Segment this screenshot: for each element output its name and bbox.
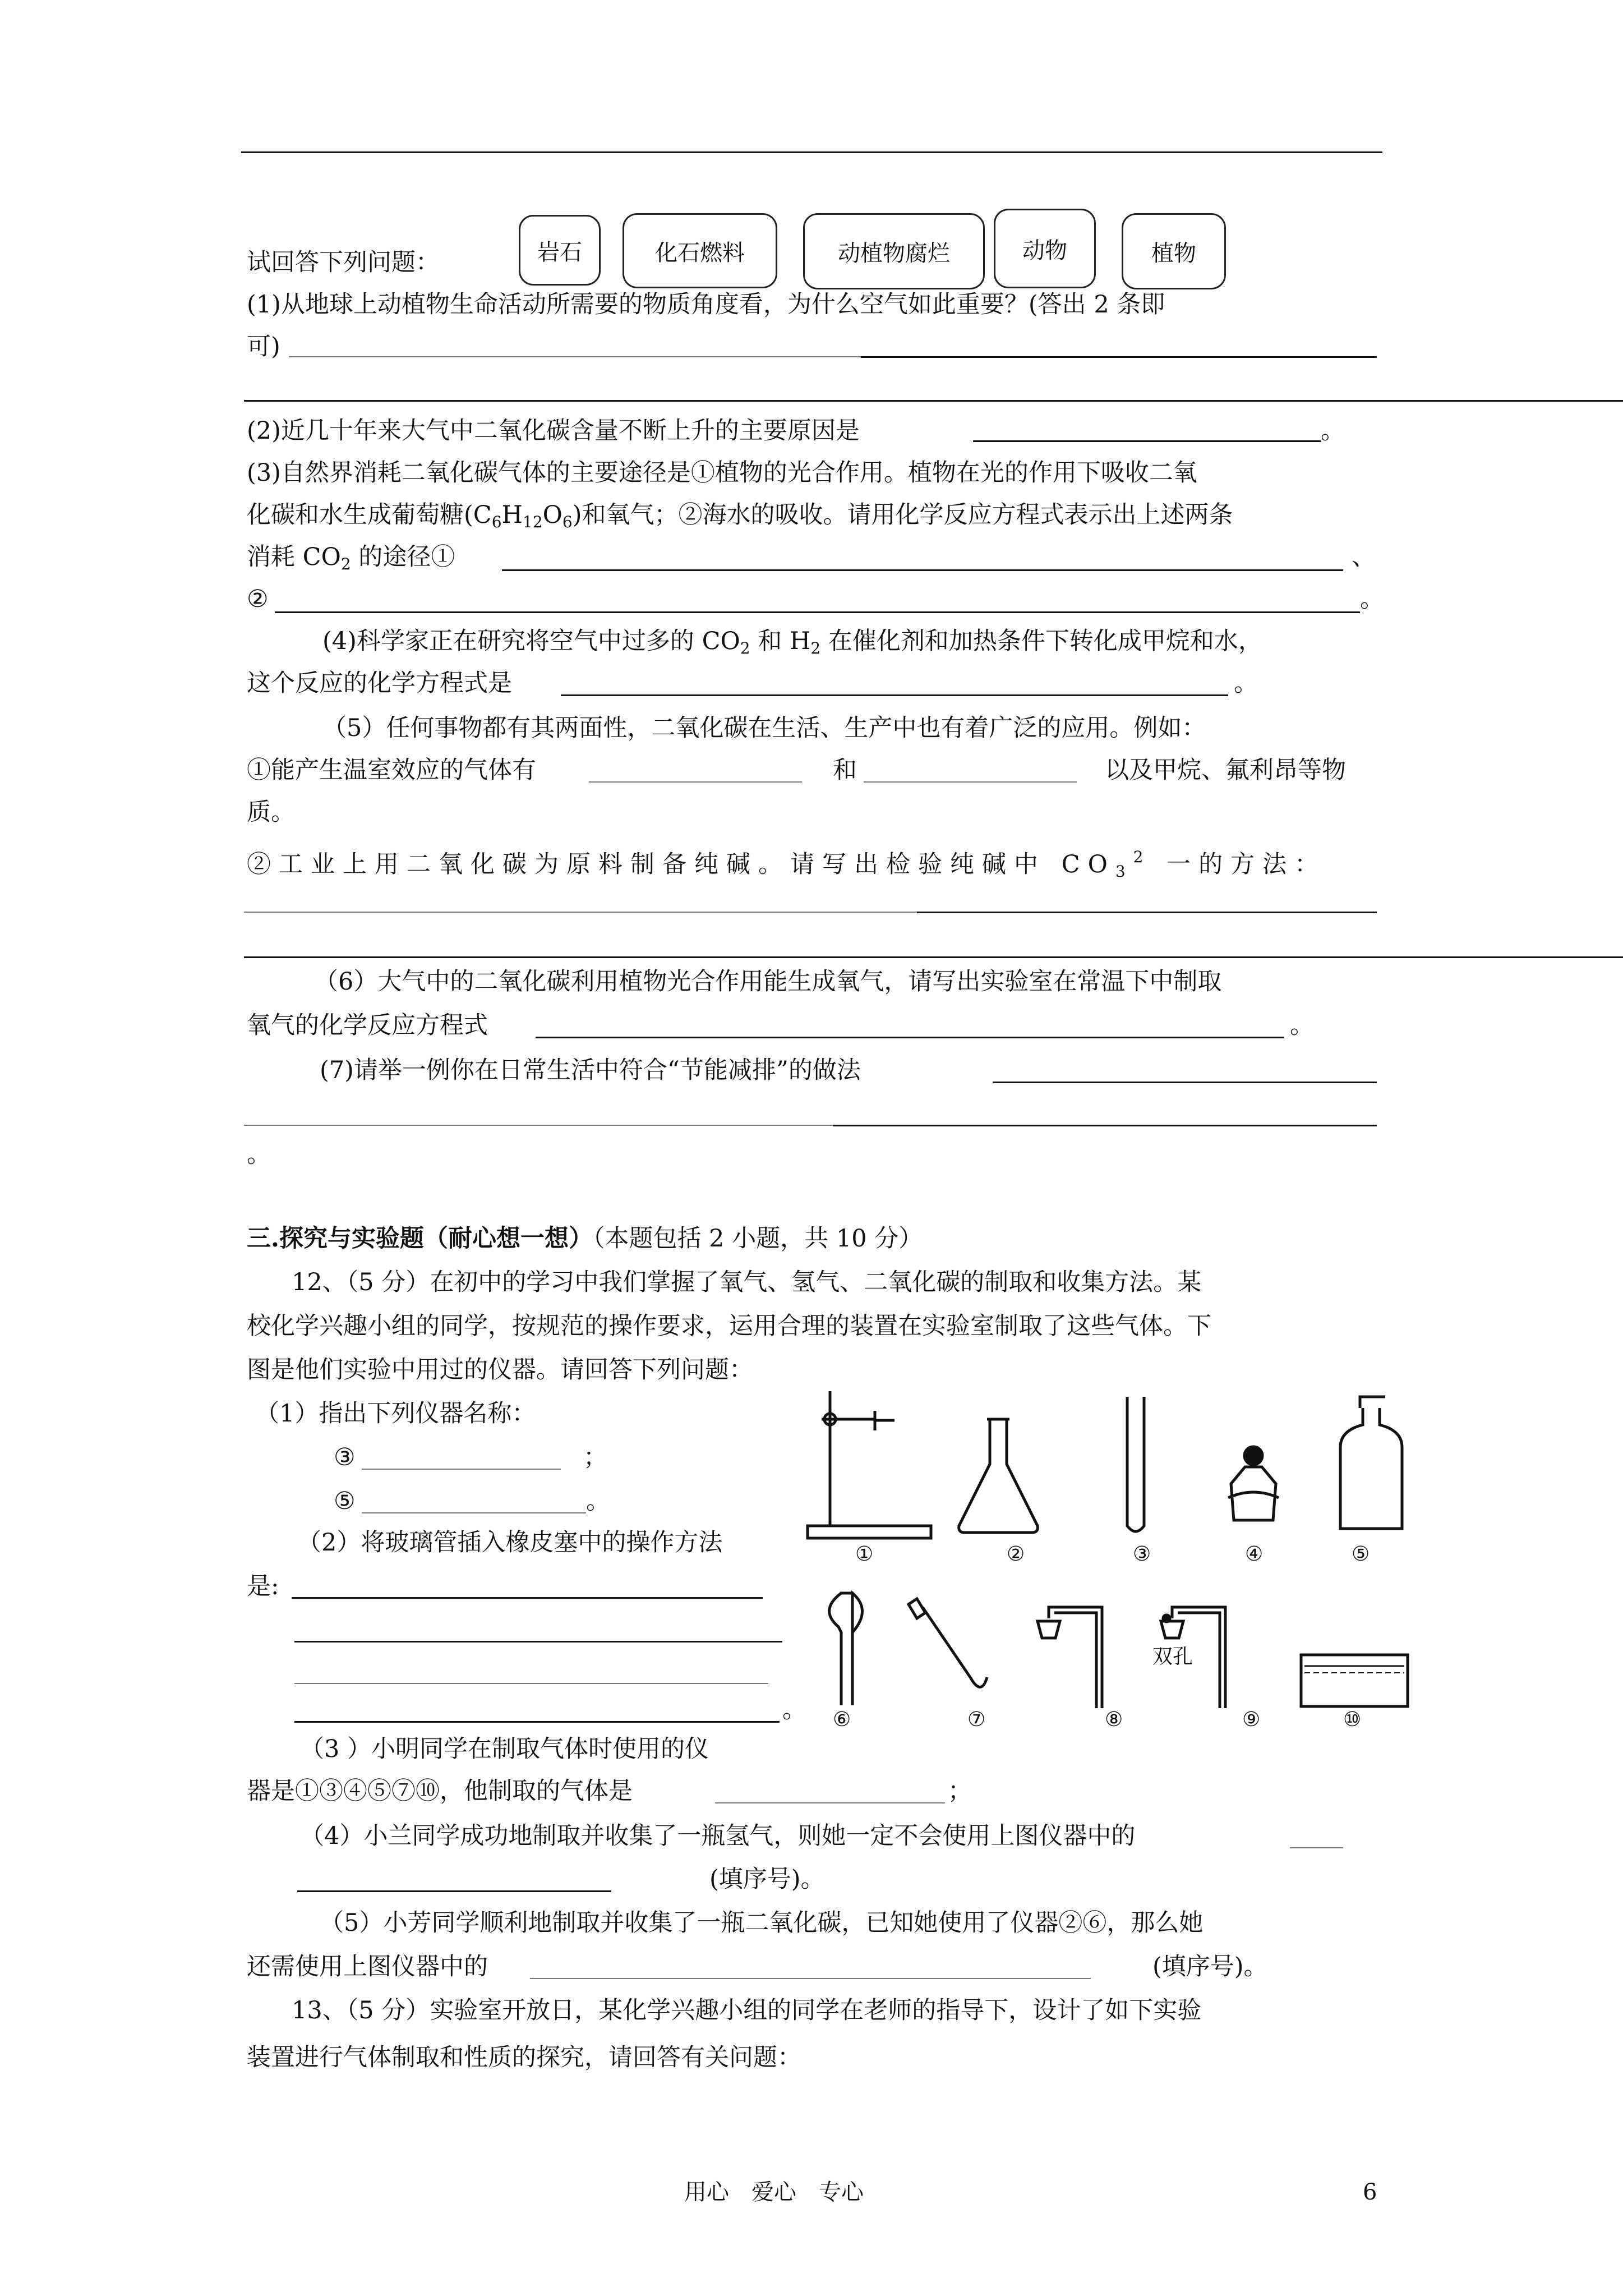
q12-p2-line1: （2）将玻璃管插入橡皮塞中的操作方法 — [297, 1529, 723, 1557]
apparatus-figure — [796, 1386, 1419, 1750]
bent-tube-drawing — [909, 1599, 987, 1687]
section3-title: 三.探究与实验题（耐心想一想） — [247, 1225, 593, 1253]
q12-line1: 12、（5 分）在初中的学习中我们掌握了氧气、氢气、二氧化碳的制取和收集方法。某 — [292, 1268, 1202, 1296]
q4-sub2a: 2 — [740, 639, 750, 657]
q4-line2: 这个反应的化学方程式是 — [247, 669, 512, 697]
q5-line4 — [247, 841, 1326, 887]
q1-blank-c[interactable] — [244, 400, 1623, 402]
gas-bottle-drawing — [1340, 1397, 1402, 1529]
fig-label-1: ① — [855, 1543, 874, 1566]
q6-end: 。 — [1290, 1011, 1314, 1039]
q12-p1b-end: 。 — [586, 1487, 610, 1515]
fig-label-9: ⑨ — [1242, 1708, 1261, 1731]
q3-line2-a: 化碳和水生成葡萄糖(C — [247, 501, 492, 529]
q4-sub2b: 2 — [810, 639, 821, 657]
q7-blank-a[interactable] — [993, 1082, 1377, 1083]
q12-p2-blank-2[interactable] — [294, 1641, 782, 1642]
q3-o: O — [542, 501, 562, 529]
double-hole-label: 双孔 — [1152, 1645, 1193, 1668]
q13-line2: 装置进行气体制取和性质的探究，请回答有关问题： — [247, 2044, 801, 2072]
q4-end: 。 — [1234, 669, 1258, 697]
footer-motto: 用心 爱心 专心 — [684, 2179, 864, 2205]
q12-p4-line1: （4）小兰同学成功地制取并收集了一瓶氢气，则她一定不会使用上图仪器中的 — [300, 1822, 1136, 1850]
q7-blank-b2[interactable] — [833, 1125, 1377, 1126]
fig-label-4: ④ — [1245, 1543, 1264, 1566]
funnel-drawing — [829, 1593, 863, 1705]
q5-line4-b: 一的方法： — [1151, 850, 1327, 878]
q13-line1: 13、（5 分）实验室开放日，某化学兴趣小组的同学在老师的指导下，设计了如下实验 — [292, 1996, 1202, 2024]
q5-line2-b: 和 — [833, 756, 857, 784]
q1-line1: (1)从地球上动植物生命活动所需要的物质角度看，为什么空气如此重要？(答出 2 条即 — [247, 291, 1165, 319]
q3-sep: 、 — [1352, 543, 1376, 571]
q12-p1: （1）指出下列仪器名称： — [255, 1400, 536, 1428]
q12-p1b-blank[interactable] — [362, 1512, 586, 1513]
q5-blank-3a[interactable] — [244, 912, 917, 913]
q12-p2-blank-4[interactable] — [294, 1721, 780, 1723]
q7-end: 。 — [247, 1140, 271, 1168]
q12-p3-line1: （3 ）小明同学在制取气体时使用的仪 — [300, 1735, 709, 1763]
fig-label-2: ② — [1007, 1543, 1025, 1566]
q3-sub6a: 6 — [491, 513, 502, 531]
q12-p2-end: 。 — [782, 1696, 806, 1724]
q12-p1a-blank[interactable] — [362, 1469, 561, 1470]
box-fossil-fuel: 化石燃料 — [623, 213, 777, 288]
iron-stand-drawing — [808, 1391, 931, 1538]
q4-line1 — [322, 625, 1262, 664]
q12-p1a-end: ； — [583, 1443, 607, 1471]
fig-label-3: ③ — [1133, 1543, 1151, 1566]
q1-line2: 可) — [247, 333, 280, 361]
q5-sub3: 3 — [1115, 862, 1133, 881]
q5-blank-3c[interactable] — [244, 956, 1623, 958]
q3-line3-a: 消耗 CO — [247, 543, 341, 571]
q3-line3 — [247, 541, 455, 580]
q4-blank[interactable] — [561, 694, 1228, 696]
q5-blank-2[interactable] — [864, 781, 1077, 783]
q2-blank[interactable] — [973, 440, 1321, 442]
fig-label-8: ⑧ — [1105, 1708, 1123, 1731]
section3-heading — [247, 1223, 923, 1254]
q3-end: 。 — [1360, 585, 1384, 613]
q3-line4: ② — [247, 585, 269, 613]
q4-line1-c: 在催化剂和加热条件下转化成甲烷和水， — [820, 627, 1262, 655]
q5-blank-3b[interactable] — [917, 912, 1377, 913]
q12-p3-line2: 器是①③④⑤⑦⑩，他制取的气体是 — [247, 1777, 633, 1805]
q5-sup2: 2 — [1133, 848, 1151, 866]
q12-p3-end: ； — [948, 1777, 972, 1805]
stopper-tube-8-drawing — [1038, 1607, 1102, 1708]
conical-flask-drawing — [959, 1419, 1038, 1533]
q3-sub2: 2 — [340, 555, 351, 573]
q6-blank[interactable] — [536, 1037, 1284, 1038]
box-animal: 动物 — [994, 209, 1096, 288]
q5-line3: 质。 — [247, 798, 295, 826]
q5-line1: （5）任何事物都有其两面性，二氧化碳在生活、生产中也有着广泛的应用。例如： — [322, 714, 1206, 742]
q5-line2-c: 以及甲烷、氟利昂等物 — [1105, 756, 1346, 784]
q12-p2-line2: 是: — [247, 1572, 279, 1600]
q1-blank-a[interactable] — [289, 356, 861, 357]
box-rock: 岩石 — [519, 215, 601, 286]
q3-blank-2[interactable] — [275, 611, 1360, 613]
q12-line3: 图是他们实验中用过的仪器。请回答下列问题： — [247, 1356, 753, 1384]
section3-note: （本题包括 2 小题，共 10 分） — [592, 1225, 923, 1253]
q12-p3-blank[interactable] — [715, 1802, 945, 1803]
fig-label-6: ⑥ — [833, 1708, 851, 1731]
q3-sub12: 12 — [523, 513, 543, 531]
fig-label-5: ⑤ — [1352, 1543, 1370, 1566]
q12-p4-blank-a[interactable] — [1290, 1847, 1343, 1848]
q6-line1: （6）大气中的二氧化碳利用植物光合作用能生成氧气，请写出实验室在常温下中制取 — [314, 968, 1222, 996]
q4-line1-a: (4)科学家正在研究将空气中过多的 CO — [322, 627, 740, 655]
q12-p2-blank-1[interactable] — [292, 1597, 763, 1599]
q5-line4-a: ②工业上用二氧化碳为原料制备纯碱。请写出检验纯碱中 CO — [247, 850, 1115, 878]
page-number: 6 — [1363, 2179, 1377, 2205]
q12-p4-blank-b[interactable] — [297, 1890, 611, 1892]
q3-line2 — [247, 499, 1233, 538]
q12-p2-blank-3[interactable] — [294, 1683, 768, 1684]
q12-p5-blank[interactable] — [530, 1978, 1091, 1979]
q12-p5-line2: 还需使用上图仪器中的 — [247, 1953, 488, 1981]
q3-line2-b: )和氧气；②海水的吸收。请用化学反应方程式表示出上述两条 — [572, 501, 1233, 529]
q12-p5-line1: （5）小芳同学顺利地制取并收集了一瓶二氧化碳，已知她使用了仪器②⑥，那么她 — [320, 1909, 1204, 1937]
q12-p4-line2: (填序号)。 — [709, 1865, 825, 1893]
box-plant: 植物 — [1122, 213, 1226, 289]
q3-line3-b: 的途径① — [351, 543, 455, 571]
q5-line2-a: ①能产生温室效应的气体有 — [247, 756, 536, 784]
water-trough-drawing — [1301, 1655, 1408, 1706]
alcohol-lamp-drawing — [1228, 1447, 1279, 1520]
test-tube-drawing — [1127, 1397, 1144, 1531]
fig-label-7: ⑦ — [967, 1708, 986, 1731]
intro-text: 试回答下列问题： — [247, 249, 440, 277]
q2-end: 。 — [1321, 417, 1345, 445]
fig-label-10: ⑩ — [1343, 1708, 1362, 1731]
q3-line1: (3)自然界消耗二氧化碳气体的主要途径是①植物的光合作用。植物在光的作用下吸收二氧 — [247, 459, 1197, 487]
q5-blank-1[interactable] — [589, 781, 802, 783]
q12-p1a: ③ — [334, 1443, 356, 1471]
q3-sub6b: 6 — [562, 513, 573, 531]
q6-line2: 氧气的化学反应方程式 — [247, 1011, 488, 1039]
q4-line1-b: 和 H — [750, 627, 811, 655]
header-rule — [241, 151, 1382, 153]
box-decay: 动植物腐烂 — [803, 213, 985, 289]
q3-h: H — [501, 501, 523, 529]
q7-line1: (7)请举一例你在日常生活中符合“节能减排”的做法 — [320, 1056, 861, 1084]
q12-p5-end: (填序号)。 — [1152, 1953, 1268, 1981]
q12-p1b: ⑤ — [334, 1487, 356, 1515]
q12-line2: 校化学兴趣小组的同学，按规范的操作要求，运用合理的装置在实验室制取了这些气体。下 — [247, 1312, 1211, 1340]
q1-blank-b[interactable] — [861, 356, 1377, 358]
q7-blank-b1[interactable] — [244, 1125, 833, 1126]
q3-blank-1[interactable] — [502, 569, 1343, 571]
q2-text: (2)近几十年来大气中二氧化碳含量不断上升的主要原因是 — [247, 417, 860, 445]
